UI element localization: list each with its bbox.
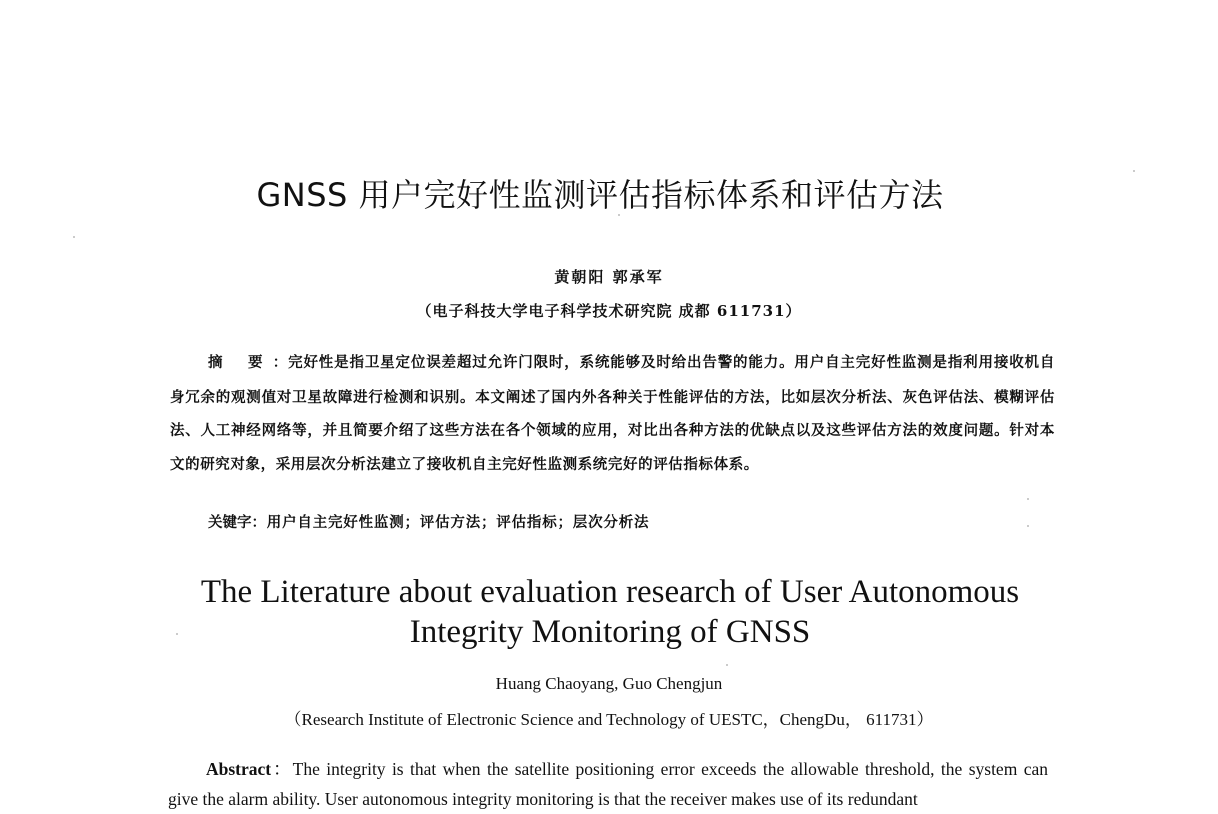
english-abstract-label: Abstract [206, 759, 272, 779]
scan-speck [176, 633, 178, 635]
chinese-affiliation: （电子科技大学电子科学技术研究院 成都 611731） [416, 302, 802, 320]
chinese-keywords-text: ：用户自主完好性监测；评估方法；评估指标；层次分析法 [251, 514, 650, 531]
scan-speck [73, 236, 75, 238]
chinese-abstract-label: 摘 要 [208, 355, 273, 371]
chinese-abstract [170, 346, 1055, 481]
english-title: The Literature about evaluation research of User Autonomous Integrity Monitoring of GNSS [200, 574, 1020, 650]
chinese-abstract-text: ：完好性是指卫星定位误差超过允许门限时，系统能够及时给出告警的能力。用户自主完好性监测是指利用接收机自身冗余的观测值对卫星故障进行检测和识别。本文阐述了国内外各种关于性能评估的方法，比如层次分析法、灰色评估法、模糊评估法、人工神经网络等，并且简要介绍了这些方法在各个领域的应用，对比出各种方法的优缺点以及这些评估方法的效度问题。针对本文的研究对象，采用层次分析法建立了接收机自主完好性监测系统完好的评估指标体系。 [170, 354, 1055, 473]
english-abstract [168, 754, 1048, 814]
scan-speck [726, 664, 728, 666]
scan-speck [1027, 525, 1029, 527]
chinese-keywords-label: 关键字 [208, 515, 252, 531]
scan-speck [1027, 498, 1029, 500]
english-abstract-text: ：The integrity is that when the satellite positioning error exceeds the allowable threshold, the system can give the alarm ability. User autonomous integrity monitoring is that the receiver makes use of its redundant [168, 759, 1048, 809]
english-authors: Huang Chaoyang, Guo Chengjun [495, 674, 723, 693]
chinese-authors: 黄朝阳 郭承军 [554, 268, 664, 286]
chinese-keywords [208, 511, 649, 532]
chinese-title: GNSS 用户完好性监测评估指标体系和评估方法 [256, 176, 944, 214]
english-affiliation: （Research Institute of Electronic Science and Technology of UESTC，ChengDu， 611731） [284, 710, 934, 729]
